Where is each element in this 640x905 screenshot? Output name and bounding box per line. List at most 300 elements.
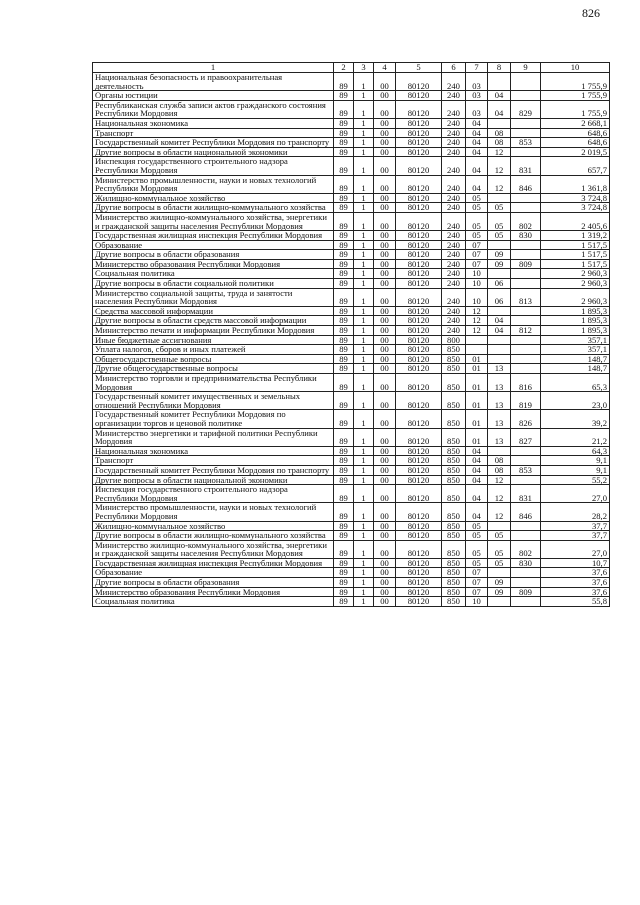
cell-c5: 80120: [396, 354, 442, 364]
cell-amount: 65,3: [541, 374, 610, 392]
table-row: [93, 288, 610, 306]
cell-name: Министерство жилищно-коммунального хозяйства, энергетики и гражданской защиты населения Республики Мордовия: [93, 540, 334, 558]
cell-c5: 80120: [396, 269, 442, 279]
cell-c8: [488, 118, 511, 128]
cell-c6: 240: [442, 326, 466, 336]
cell-c7: 01: [466, 410, 488, 428]
cell-c8: [488, 521, 511, 531]
cell-c8: 05: [488, 231, 511, 241]
cell-amount: 648,6: [541, 128, 610, 138]
cell-c8: 12: [488, 147, 511, 157]
cell-c3: 1: [354, 157, 374, 175]
cell-c3: 1: [354, 326, 374, 336]
cell-c6: 240: [442, 73, 466, 91]
cell-c7: 10: [466, 269, 488, 279]
cell-c3: 1: [354, 269, 374, 279]
cell-amount: 2 960,3: [541, 288, 610, 306]
cell-c7: 05: [466, 231, 488, 241]
cell-c7: 04: [466, 503, 488, 521]
table-row: [93, 91, 610, 101]
table-row: [93, 316, 610, 326]
cell-c7: 07: [466, 578, 488, 588]
cell-c6: 850: [442, 568, 466, 578]
cell-c3: 1: [354, 410, 374, 428]
cell-c8: 06: [488, 279, 511, 289]
cell-c7: 04: [466, 456, 488, 466]
cell-c4: 00: [374, 91, 396, 101]
cell-c7: 10: [466, 279, 488, 289]
cell-name: Министерство социальной защиты, труда и занятости населения Республики Мордовия: [93, 288, 334, 306]
cell-c6: 850: [442, 540, 466, 558]
cell-c7: 07: [466, 250, 488, 260]
cell-c2: 89: [334, 269, 354, 279]
table-row: [93, 231, 610, 241]
cell-c4: 00: [374, 157, 396, 175]
cell-name: Государственный комитет Республики Мордовия по транспорту: [93, 465, 334, 475]
cell-name: Другие вопросы в области национальной экономики: [93, 475, 334, 485]
cell-c8: [488, 568, 511, 578]
cell-name: Социальная политика: [93, 597, 334, 607]
cell-c2: 89: [334, 203, 354, 213]
cell-c7: 01: [466, 374, 488, 392]
cell-c4: 00: [374, 175, 396, 193]
cell-c9: [511, 147, 541, 157]
cell-c3: 1: [354, 335, 374, 345]
cell-c2: 89: [334, 316, 354, 326]
cell-c3: 1: [354, 558, 374, 568]
cell-name: Другие общегосударственные вопросы: [93, 364, 334, 374]
cell-c7: 07: [466, 240, 488, 250]
cell-c5: 80120: [396, 485, 442, 503]
cell-c3: 1: [354, 100, 374, 118]
cell-c6: 240: [442, 259, 466, 269]
cell-name: Государственный комитет Республики Мордовия по организации торгов и ценовой политике: [93, 410, 334, 428]
cell-c6: 240: [442, 279, 466, 289]
cell-c3: 1: [354, 147, 374, 157]
cell-c6: 240: [442, 212, 466, 230]
cell-amount: 2 019,5: [541, 147, 610, 157]
cell-c6: 240: [442, 231, 466, 241]
cell-c8: [488, 446, 511, 456]
page-number: 826: [582, 6, 600, 20]
cell-c3: 1: [354, 521, 374, 531]
cell-c7: 04: [466, 118, 488, 128]
cell-c5: 80120: [396, 91, 442, 101]
cell-c3: 1: [354, 597, 374, 607]
cell-c9: 802: [511, 212, 541, 230]
cell-c2: 89: [334, 531, 354, 541]
cell-c5: 80120: [396, 316, 442, 326]
cell-c4: 00: [374, 392, 396, 410]
col-header-10: 10: [541, 63, 610, 73]
cell-c2: 89: [334, 240, 354, 250]
cell-c9: [511, 73, 541, 91]
cell-c9: 827: [511, 428, 541, 446]
cell-c5: 80120: [396, 531, 442, 541]
cell-name: Другие вопросы в области образования: [93, 578, 334, 588]
cell-c8: 08: [488, 138, 511, 148]
cell-c3: 1: [354, 540, 374, 558]
cell-name: Транспорт: [93, 456, 334, 466]
cell-name: Транспорт: [93, 128, 334, 138]
table-row: [93, 540, 610, 558]
cell-c9: [511, 203, 541, 213]
cell-c8: [488, 335, 511, 345]
cell-c7: 05: [466, 540, 488, 558]
cell-c6: 850: [442, 521, 466, 531]
cell-c9: [511, 269, 541, 279]
cell-c7: 03: [466, 91, 488, 101]
cell-c2: 89: [334, 446, 354, 456]
cell-c7: 07: [466, 587, 488, 597]
table-row: [93, 446, 610, 456]
cell-amount: 37,6: [541, 568, 610, 578]
col-header-5: 5: [396, 63, 442, 73]
col-header-1: 1: [93, 63, 334, 73]
cell-c6: 800: [442, 335, 466, 345]
cell-c9: 802: [511, 540, 541, 558]
cell-c2: 89: [334, 288, 354, 306]
cell-c6: 850: [442, 465, 466, 475]
cell-c3: 1: [354, 250, 374, 260]
cell-c5: 80120: [396, 128, 442, 138]
cell-c7: 10: [466, 288, 488, 306]
cell-c9: 816: [511, 374, 541, 392]
header-row: [93, 63, 610, 73]
cell-amount: 28,2: [541, 503, 610, 521]
cell-c9: 813: [511, 288, 541, 306]
cell-c9: [511, 597, 541, 607]
cell-c7: [466, 335, 488, 345]
cell-c5: 80120: [396, 503, 442, 521]
cell-c5: 80120: [396, 157, 442, 175]
cell-c3: 1: [354, 231, 374, 241]
cell-c2: 89: [334, 364, 354, 374]
cell-c4: 00: [374, 250, 396, 260]
cell-c7: 12: [466, 306, 488, 316]
cell-c3: 1: [354, 364, 374, 374]
cell-name: Образование: [93, 568, 334, 578]
cell-c8: 09: [488, 587, 511, 597]
cell-c8: 04: [488, 100, 511, 118]
cell-c6: 850: [442, 587, 466, 597]
cell-c9: 831: [511, 485, 541, 503]
cell-amount: 1 755,9: [541, 91, 610, 101]
table-body: [93, 73, 610, 607]
cell-c2: 89: [334, 259, 354, 269]
cell-c3: 1: [354, 118, 374, 128]
cell-c2: 89: [334, 428, 354, 446]
cell-c6: 240: [442, 118, 466, 128]
cell-c6: 240: [442, 138, 466, 148]
cell-c5: 80120: [396, 568, 442, 578]
cell-amount: 37,6: [541, 578, 610, 588]
cell-c6: 240: [442, 193, 466, 203]
cell-amount: 1 755,9: [541, 100, 610, 118]
col-header-4: 4: [374, 63, 396, 73]
cell-c4: 00: [374, 587, 396, 597]
cell-c3: 1: [354, 345, 374, 355]
cell-c5: 80120: [396, 456, 442, 466]
cell-amount: 1 517,5: [541, 259, 610, 269]
cell-amount: 2 405,6: [541, 212, 610, 230]
table-row: [93, 392, 610, 410]
cell-amount: 657,7: [541, 157, 610, 175]
cell-name: Государственный комитет имущественных и земельных отношений Республики Мордовия: [93, 392, 334, 410]
cell-c9: 830: [511, 558, 541, 568]
cell-c4: 00: [374, 364, 396, 374]
cell-c7: 05: [466, 212, 488, 230]
cell-c4: 00: [374, 465, 396, 475]
cell-name: Государственный комитет Республики Мордовия по транспорту: [93, 138, 334, 148]
cell-c3: 1: [354, 259, 374, 269]
cell-c5: 80120: [396, 193, 442, 203]
table-row: [93, 193, 610, 203]
cell-amount: 2 668,1: [541, 118, 610, 128]
cell-name: Национальная экономика: [93, 118, 334, 128]
table-row: [93, 128, 610, 138]
cell-c2: 89: [334, 175, 354, 193]
cell-c2: 89: [334, 485, 354, 503]
cell-c6: 240: [442, 128, 466, 138]
cell-c4: 00: [374, 335, 396, 345]
cell-c3: 1: [354, 587, 374, 597]
cell-name: Министерство образования Республики Мордовия: [93, 587, 334, 597]
cell-c7: [466, 345, 488, 355]
cell-c3: 1: [354, 73, 374, 91]
cell-c7: 07: [466, 259, 488, 269]
cell-c2: 89: [334, 456, 354, 466]
cell-name: Социальная политика: [93, 269, 334, 279]
cell-c7: 04: [466, 485, 488, 503]
cell-c5: 80120: [396, 100, 442, 118]
cell-name: Министерство образования Республики Мордовия: [93, 259, 334, 269]
cell-c8: 04: [488, 326, 511, 336]
cell-c5: 80120: [396, 446, 442, 456]
cell-c4: 00: [374, 354, 396, 364]
cell-amount: 357,1: [541, 335, 610, 345]
cell-c5: 80120: [396, 475, 442, 485]
cell-c9: [511, 475, 541, 485]
cell-c4: 00: [374, 203, 396, 213]
cell-c4: 00: [374, 374, 396, 392]
cell-c6: 240: [442, 250, 466, 260]
cell-c4: 00: [374, 485, 396, 503]
cell-c2: 89: [334, 118, 354, 128]
cell-c4: 00: [374, 326, 396, 336]
cell-c2: 89: [334, 475, 354, 485]
cell-c7: 05: [466, 193, 488, 203]
cell-amount: 3 724,8: [541, 193, 610, 203]
table-row: [93, 364, 610, 374]
cell-c4: 00: [374, 578, 396, 588]
cell-amount: 357,1: [541, 345, 610, 355]
cell-c7: 04: [466, 175, 488, 193]
cell-amount: 1 755,9: [541, 73, 610, 91]
cell-c6: 850: [442, 531, 466, 541]
cell-c8: 13: [488, 364, 511, 374]
cell-c5: 80120: [396, 465, 442, 475]
cell-c6: 240: [442, 175, 466, 193]
cell-c4: 00: [374, 316, 396, 326]
col-header-7: 7: [466, 63, 488, 73]
cell-c4: 00: [374, 288, 396, 306]
cell-c4: 00: [374, 568, 396, 578]
cell-c5: 80120: [396, 118, 442, 128]
cell-c6: 240: [442, 100, 466, 118]
cell-c8: 12: [488, 485, 511, 503]
cell-c9: [511, 128, 541, 138]
cell-c7: 10: [466, 597, 488, 607]
table-row: [93, 568, 610, 578]
cell-c7: 05: [466, 531, 488, 541]
cell-c8: 09: [488, 578, 511, 588]
cell-c7: 04: [466, 446, 488, 456]
cell-c2: 89: [334, 193, 354, 203]
table-row: [93, 521, 610, 531]
cell-c3: 1: [354, 446, 374, 456]
cell-c9: 819: [511, 392, 541, 410]
cell-amount: 9,1: [541, 456, 610, 466]
cell-c9: [511, 446, 541, 456]
cell-c5: 80120: [396, 326, 442, 336]
cell-name: Общегосударственные вопросы: [93, 354, 334, 364]
cell-c5: 80120: [396, 138, 442, 148]
cell-c7: 01: [466, 428, 488, 446]
cell-c6: 850: [442, 374, 466, 392]
col-header-8: 8: [488, 63, 511, 73]
table-row: [93, 374, 610, 392]
cell-c2: 89: [334, 521, 354, 531]
cell-amount: 9,1: [541, 465, 610, 475]
cell-c9: [511, 521, 541, 531]
cell-c8: [488, 345, 511, 355]
cell-c7: 04: [466, 157, 488, 175]
cell-amount: 21,2: [541, 428, 610, 446]
cell-name: Уплата налогов, сборов и иных платежей: [93, 345, 334, 355]
cell-amount: 148,7: [541, 364, 610, 374]
cell-c6: 850: [442, 558, 466, 568]
cell-c3: 1: [354, 240, 374, 250]
cell-c7: 01: [466, 392, 488, 410]
cell-name: Министерство жилищно-коммунального хозяйства, энергетики и гражданской защиты населения Республики Мордовия: [93, 212, 334, 230]
cell-c2: 89: [334, 138, 354, 148]
cell-c8: [488, 306, 511, 316]
cell-c4: 00: [374, 410, 396, 428]
cell-c4: 00: [374, 306, 396, 316]
table-row: [93, 157, 610, 175]
cell-c3: 1: [354, 138, 374, 148]
cell-name: Республиканская служба записи актов гражданского состояния Республики Мордовия: [93, 100, 334, 118]
cell-c8: 12: [488, 503, 511, 521]
cell-c2: 89: [334, 465, 354, 475]
table-row: [93, 240, 610, 250]
cell-c3: 1: [354, 354, 374, 364]
col-header-9: 9: [511, 63, 541, 73]
cell-c6: 850: [442, 503, 466, 521]
cell-c3: 1: [354, 475, 374, 485]
col-header-6: 6: [442, 63, 466, 73]
cell-c6: 850: [442, 475, 466, 485]
cell-c7: 05: [466, 558, 488, 568]
table-row: [93, 203, 610, 213]
cell-c9: 809: [511, 259, 541, 269]
cell-amount: 1 517,5: [541, 250, 610, 260]
cell-c8: 09: [488, 250, 511, 260]
cell-c9: [511, 240, 541, 250]
cell-c2: 89: [334, 73, 354, 91]
cell-c4: 00: [374, 475, 396, 485]
cell-name: Инспекция государственного строительного надзора Республики Мордовия: [93, 485, 334, 503]
cell-c6: 240: [442, 306, 466, 316]
cell-c5: 80120: [396, 335, 442, 345]
cell-c6: 850: [442, 428, 466, 446]
cell-c5: 80120: [396, 558, 442, 568]
cell-c3: 1: [354, 212, 374, 230]
cell-amount: 1 319,2: [541, 231, 610, 241]
cell-name: Иные бюджетные ассигнования: [93, 335, 334, 345]
cell-c6: 850: [442, 354, 466, 364]
cell-c2: 89: [334, 568, 354, 578]
cell-c2: 89: [334, 147, 354, 157]
cell-c8: 05: [488, 558, 511, 568]
cell-c9: [511, 118, 541, 128]
cell-name: Другие вопросы в области образования: [93, 250, 334, 260]
cell-name: Образование: [93, 240, 334, 250]
cell-c4: 00: [374, 73, 396, 91]
table-row: [93, 345, 610, 355]
cell-c8: 08: [488, 128, 511, 138]
table-row: [93, 138, 610, 148]
cell-c8: 08: [488, 456, 511, 466]
cell-amount: 1 895,3: [541, 326, 610, 336]
cell-c3: 1: [354, 374, 374, 392]
cell-c3: 1: [354, 456, 374, 466]
cell-c5: 80120: [396, 212, 442, 230]
cell-c7: 12: [466, 326, 488, 336]
cell-c4: 00: [374, 240, 396, 250]
cell-c9: [511, 335, 541, 345]
cell-c4: 00: [374, 540, 396, 558]
cell-c2: 89: [334, 279, 354, 289]
cell-amount: 27,0: [541, 485, 610, 503]
cell-c7: 05: [466, 203, 488, 213]
cell-c4: 00: [374, 456, 396, 466]
table-row: [93, 326, 610, 336]
table-row: [93, 259, 610, 269]
cell-c9: [511, 316, 541, 326]
cell-c6: 240: [442, 203, 466, 213]
cell-amount: 648,6: [541, 138, 610, 148]
table-row: [93, 100, 610, 118]
cell-name: Государственная жилищная инспекция Республики Мордовия: [93, 231, 334, 241]
cell-amount: 37,6: [541, 587, 610, 597]
table-row: [93, 456, 610, 466]
cell-c8: 12: [488, 157, 511, 175]
cell-amount: 2 960,3: [541, 269, 610, 279]
cell-c8: 13: [488, 410, 511, 428]
cell-c5: 80120: [396, 345, 442, 355]
cell-c2: 89: [334, 587, 354, 597]
cell-name: Министерство энергетики и тарифной политики Республики Мордовия: [93, 428, 334, 446]
cell-c5: 80120: [396, 203, 442, 213]
budget-table: [92, 62, 610, 607]
cell-c9: [511, 354, 541, 364]
cell-amount: 1 361,8: [541, 175, 610, 193]
cell-c9: [511, 568, 541, 578]
cell-c9: [511, 91, 541, 101]
cell-c7: 12: [466, 316, 488, 326]
